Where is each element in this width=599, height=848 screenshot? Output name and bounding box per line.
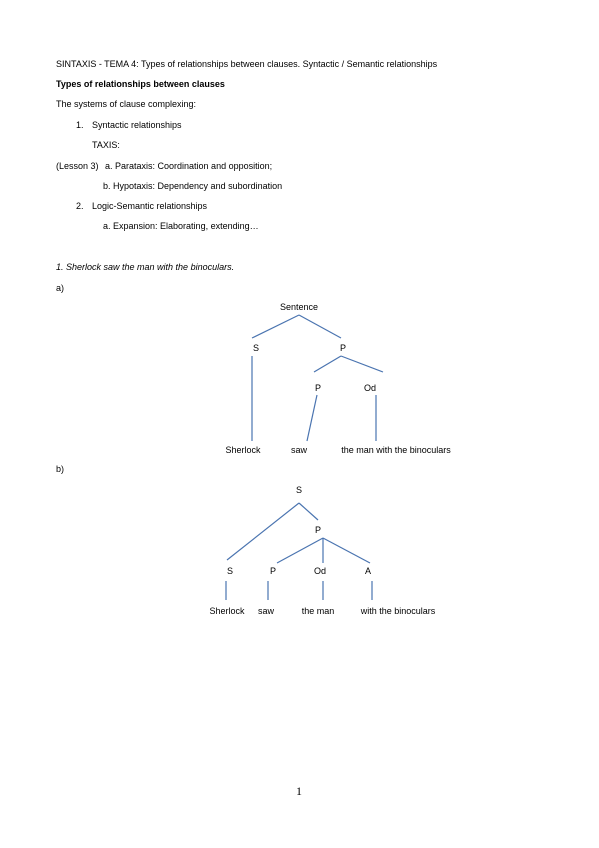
section-heading: Types of relationships between clauses [56,79,225,89]
example-sentence: 1. Sherlock saw the man with the binoculars. [56,262,235,272]
tree-a-branch-predicate-object [341,356,383,372]
list-item-1-number: 1. [76,120,84,130]
list-item-1-label: Syntactic relationships [92,120,182,130]
tree-a-verb-node: P [314,383,322,393]
list-item-2-number: 2. [76,201,84,211]
tree-b-branch-predicate-adjunct [323,538,370,563]
lesson-reference: (Lesson 3) [56,161,99,171]
tree-a-branch-predicate-verb [314,356,341,372]
tree-b-predicate-node: P [314,525,322,535]
tree-a-word-object: the man with the binoculars [341,445,451,455]
document-title: SINTAXIS - TEMA 4: Types of relationships between clauses. Syntactic / Semantic relationships [56,59,438,69]
tree-b-root-node: S [295,485,303,495]
tree-b-word-subject: Sherlock [209,606,245,616]
expansion-text: a. Expansion: Elaborating, extending… [103,221,259,231]
tree-b-object-node: Od [313,566,327,576]
tree-b-label: b) [56,464,65,474]
tree-a-word-verb: saw [290,445,308,455]
parataxis-text: a. Parataxis: Coordination and opposition; [105,161,273,171]
tree-b-branch-predicate-verb [277,538,323,563]
tree-a-branch-verb-word [307,395,317,441]
tree-b-verb-node: P [269,566,277,576]
taxis-label: TAXIS: [92,140,120,150]
tree-a-word-subject: Sherlock [225,445,261,455]
tree-b-word-adjunct: with the binoculars [360,606,436,616]
tree-b-word-verb: saw [257,606,275,616]
tree-a-subject-node: S [252,343,260,353]
tree-b-subject-node: S [226,566,234,576]
tree-b-word-object: the man [301,606,335,616]
tree-b-adjunct-node: A [364,566,372,576]
tree-a-branch-root-subject [252,315,299,338]
page-number: 1 [296,784,302,798]
tree-b-branch-root-subject [227,503,299,560]
hypotaxis-text: b. Hypotaxis: Dependency and subordination [103,181,283,191]
intro-text: The systems of clause complexing: [56,99,197,109]
tree-a-object-node: Od [363,383,377,393]
tree-a-branch-root-predicate [299,315,341,338]
tree-a-label: a) [56,283,65,293]
tree-b-branches [226,503,372,600]
tree-a-predicate-node: P [339,343,347,353]
list-item-2-label: Logic-Semantic relationships [92,201,208,211]
tree-a-root-node: Sentence [279,302,319,312]
tree-b-branch-root-predicate [299,503,318,520]
tree-a-branches [252,315,383,441]
